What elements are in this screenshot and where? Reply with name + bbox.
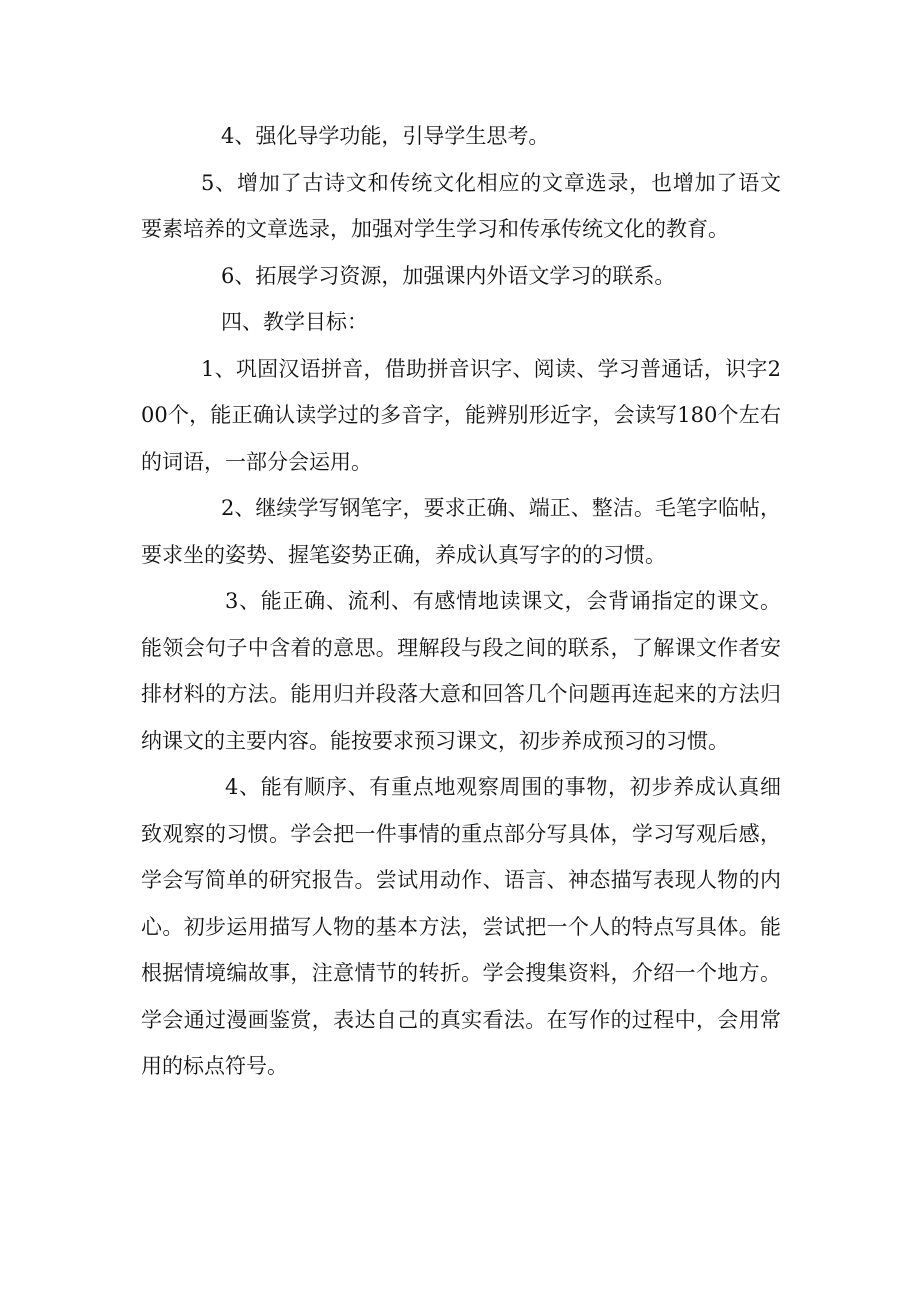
paragraph-item-4-guided-learning: 4、强化导学功能，引导学生思考。 [221,124,550,148]
section-heading-teaching-goals: 四、教学目标： [221,310,368,334]
paragraph-goal-1-pinyin: 1、巩固汉语拼音，借助拼音识字、阅读、学习普通话，识字200个，能正确认读学过的多音字，能辨别形近字，会读写180个左右的词语，一部分会运用。 [141,356,781,474]
paragraph-goal-4-observation-writing: 4、能有顺序、有重点地观察周围的事物，初步养成认真细致观察的习惯。学会把一件事情的重点部分写具体，学习写观后感，学会写简单的研究报告。尝试用动作、语言、神态描写表现人物的内心。初步运用描写人物的基本方法，尝试把一个人的特点写具体。能根据情境编故事，注意情节的转折。学会搜集资料，介绍一个地方。学会通过漫画鉴赏，表达自己的真实看法。在写作的过程中，会用常用的标点符号。 [141,775,781,1078]
paragraph-goal-3-reading: 3、能正确、流利、有感情地读课文，会背诵指定的课文。能领会句子中含着的意思。理解段与段之间的联系，了解课文作者安排材料的方法。能用归并段落大意和回答几个问题再连起来的方法归纳课文的主要内容。能按要求预习课文，初步养成预习的习惯。 [141,589,781,753]
document-body [141,113,781,1090]
paragraph-item-5-classical-culture: 5、增加了古诗文和传统文化相应的文章选录，也增加了语文要素培养的文章选录，加强对学生学习和传承传统文化的教育。 [141,170,781,241]
paragraph-item-6-learning-resources: 6、拓展学习资源，加强课内外语文学习的联系。 [221,263,676,288]
paragraph-goal-2-handwriting: 2、继续学写钢笔字，要求正确、端正、整洁。毛笔字临帖，要求坐的姿势、握笔姿势正确，养成认真写字的的习惯。 [141,496,781,567]
